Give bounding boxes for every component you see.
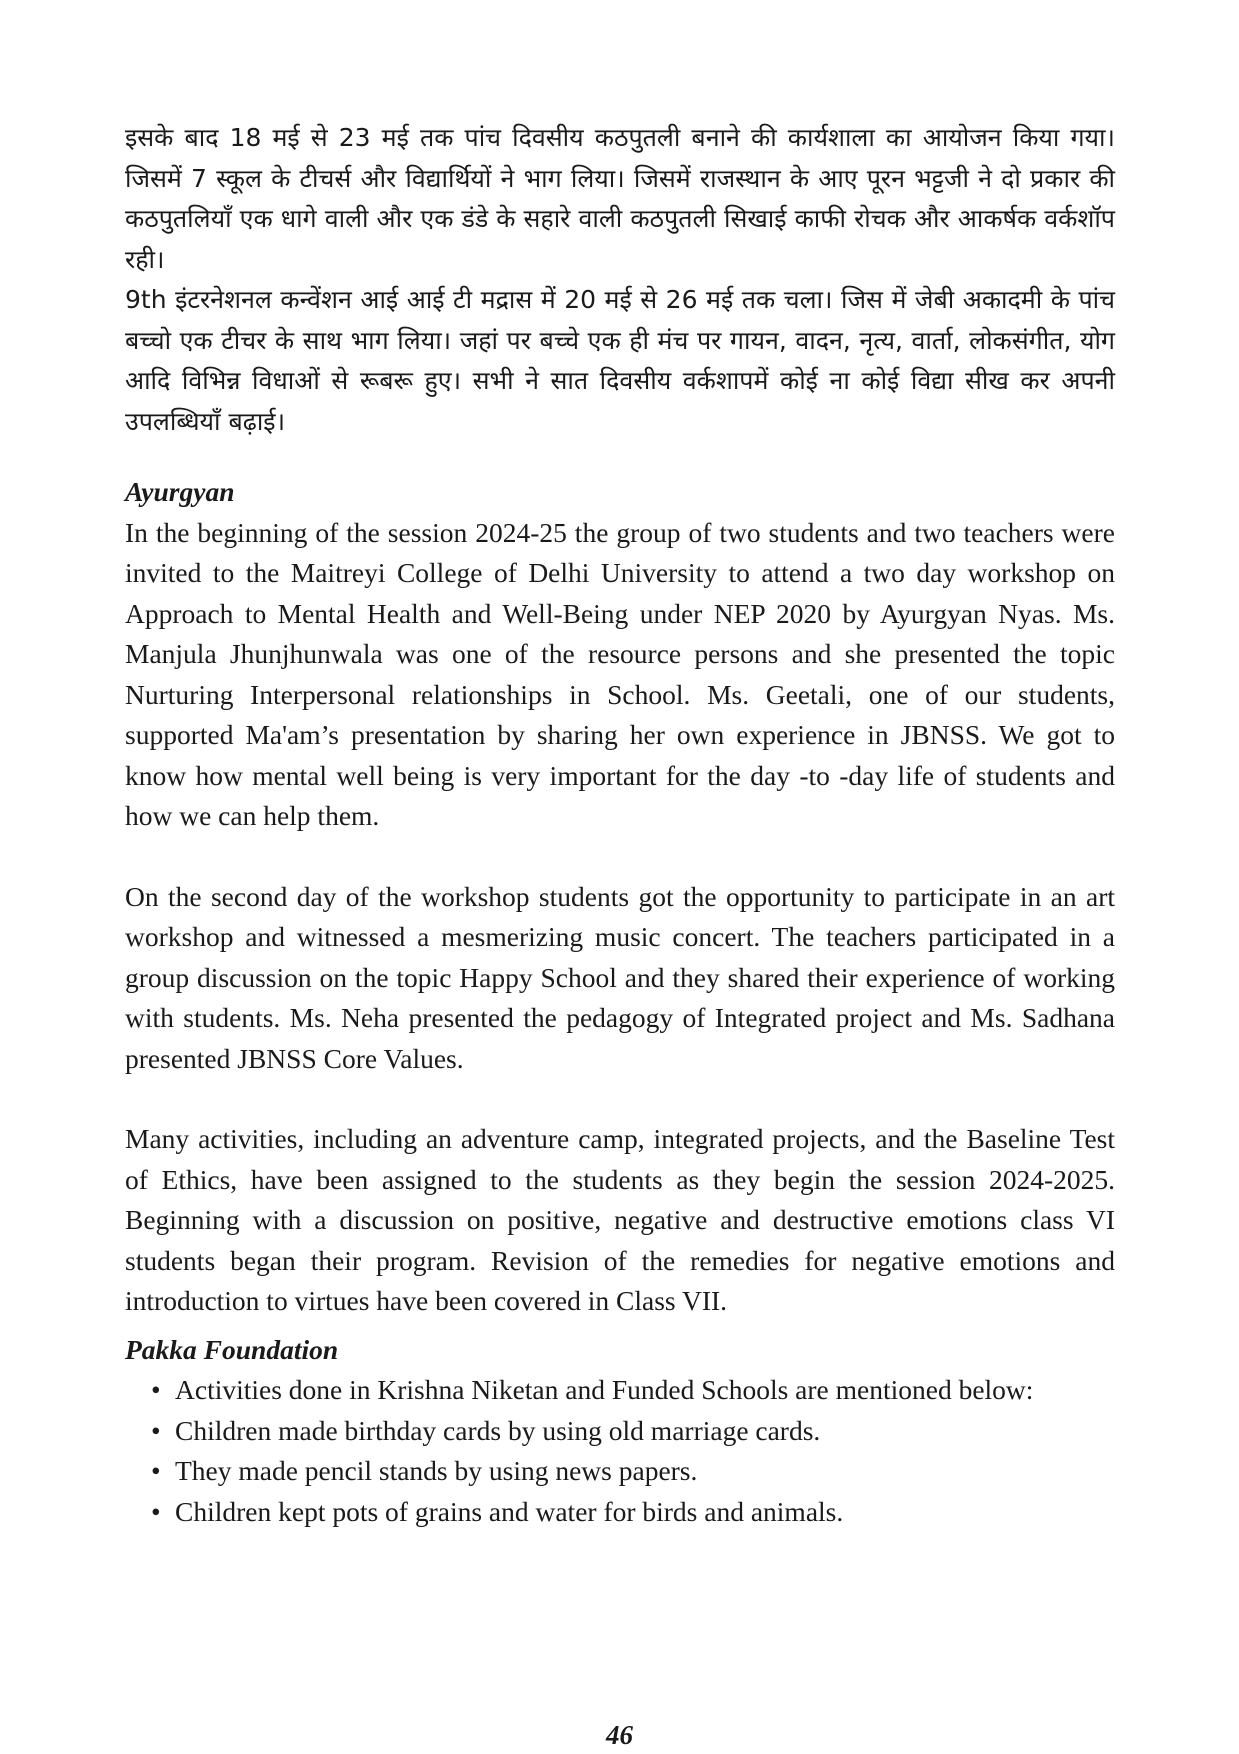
section-heading-ayurgyan: Ayurgyan [125,476,235,507]
page-content [125,118,1115,1532]
bullet-icon: • [151,1455,161,1486]
list-item-text: Children made birthday cards by using old marriage cards. [175,1414,821,1446]
list-item [151,1411,1115,1452]
hindi-paragraph-puppet-workshop: इसके बाद 18 मई से 23 मई तक पांच दिवसीय कठपुतली बनाने की कार्यशाला का आयोजन किया गया। जिसमें 7 स्कूल के टीचर्स और विद्यार्थियों ने भाग लिया। जिसमें राजस्थान के आए पूरन भट्टजी ने दो प्रकार की कठपुतलियाँ एक धागे वाली और एक डंडे के सहारे वाली कठपुतली सिखाई काफी रोचक और आकर्षक वर्कशॉप रही। [125,123,1115,274]
pakka-activity-list [125,1370,1115,1532]
list-item [151,1492,1115,1533]
hindi-paragraph-iit-convention: 9th इंटरनेशनल कन्वेंशन आई आई टी मद्रास में 20 मई से 26 मई तक चला। जिस में जेबी अकादमी के पांच बच्चो एक टीचर के साथ भाग लिया। जहां पर बच्चे एक ही मंच पर गायन, वादन, नृत्य, वार्ता, लोकसंगीत, योग आदि विभिन्न विधाओं से रूबरू हुए। सभी ने सात दिवसीय वर्कशापमें कोई ना कोई विद्या सीख कर अपनी उपलब्धियाँ बढ़ाई। [125,285,1115,436]
section-heading-pakka-foundation: Pakka Foundation [125,1333,339,1365]
list-item-text: Activities done in Krishna Niketan and Funded Schools are mentioned below: [175,1374,1034,1405]
bullet-icon: • [151,1414,161,1446]
list-item [151,1370,1115,1411]
ayurgyan-paragraph-2: On the second day of the workshop students got the opportunity to participate in an art workshop and witnessed a mesmerizing music concert. The teachers participated in a group discussion on the topic Happy School and they shared their experience of working with students. Ms. Neha presented the pedagogy of Integrated project and Ms. Sadhana presented JBNSS Core Values. [125,880,1115,1074]
ayurgyan-paragraph-3: Many activities, including an adventure camp, integrated projects, and the Baseline Test of Ethics, have been assigned to the students as they begin the session 2024-2025. Beginning with a discussion on positive, negative and destructive emotions class VI students began their program. Revision of the remedies for negative emotions and introduction to virtues have been covered in Class VII. [125,1123,1115,1316]
list-item-text: They made pencil stands by using news papers. [175,1455,698,1486]
bullet-icon: • [151,1495,161,1527]
page-number: 46 [606,1720,633,1750]
list-item [151,1451,1115,1492]
bullet-icon: • [151,1374,161,1405]
ayurgyan-paragraph-1: In the beginning of the session 2024-25 the group of two students and two teachers were invited to the Maitreyi College of Delhi University to attend a two day workshop on Approach to Mental Health and Well-Being under NEP 2020 by Ayurgyan Nyas. Ms. Manjula Jhunjhunwala was one of the resource persons and she presented the topic Nurturing Interpersonal relationships in School. Ms. Geetali, one of our students, supported Ma'am’s presentation by sharing her own experience in JBNSS. We got to know how mental well being is very important for the day -to -day life of students and how we can help them. [125,516,1115,831]
list-item-text: Children kept pots of grains and water for birds and animals. [175,1495,844,1527]
